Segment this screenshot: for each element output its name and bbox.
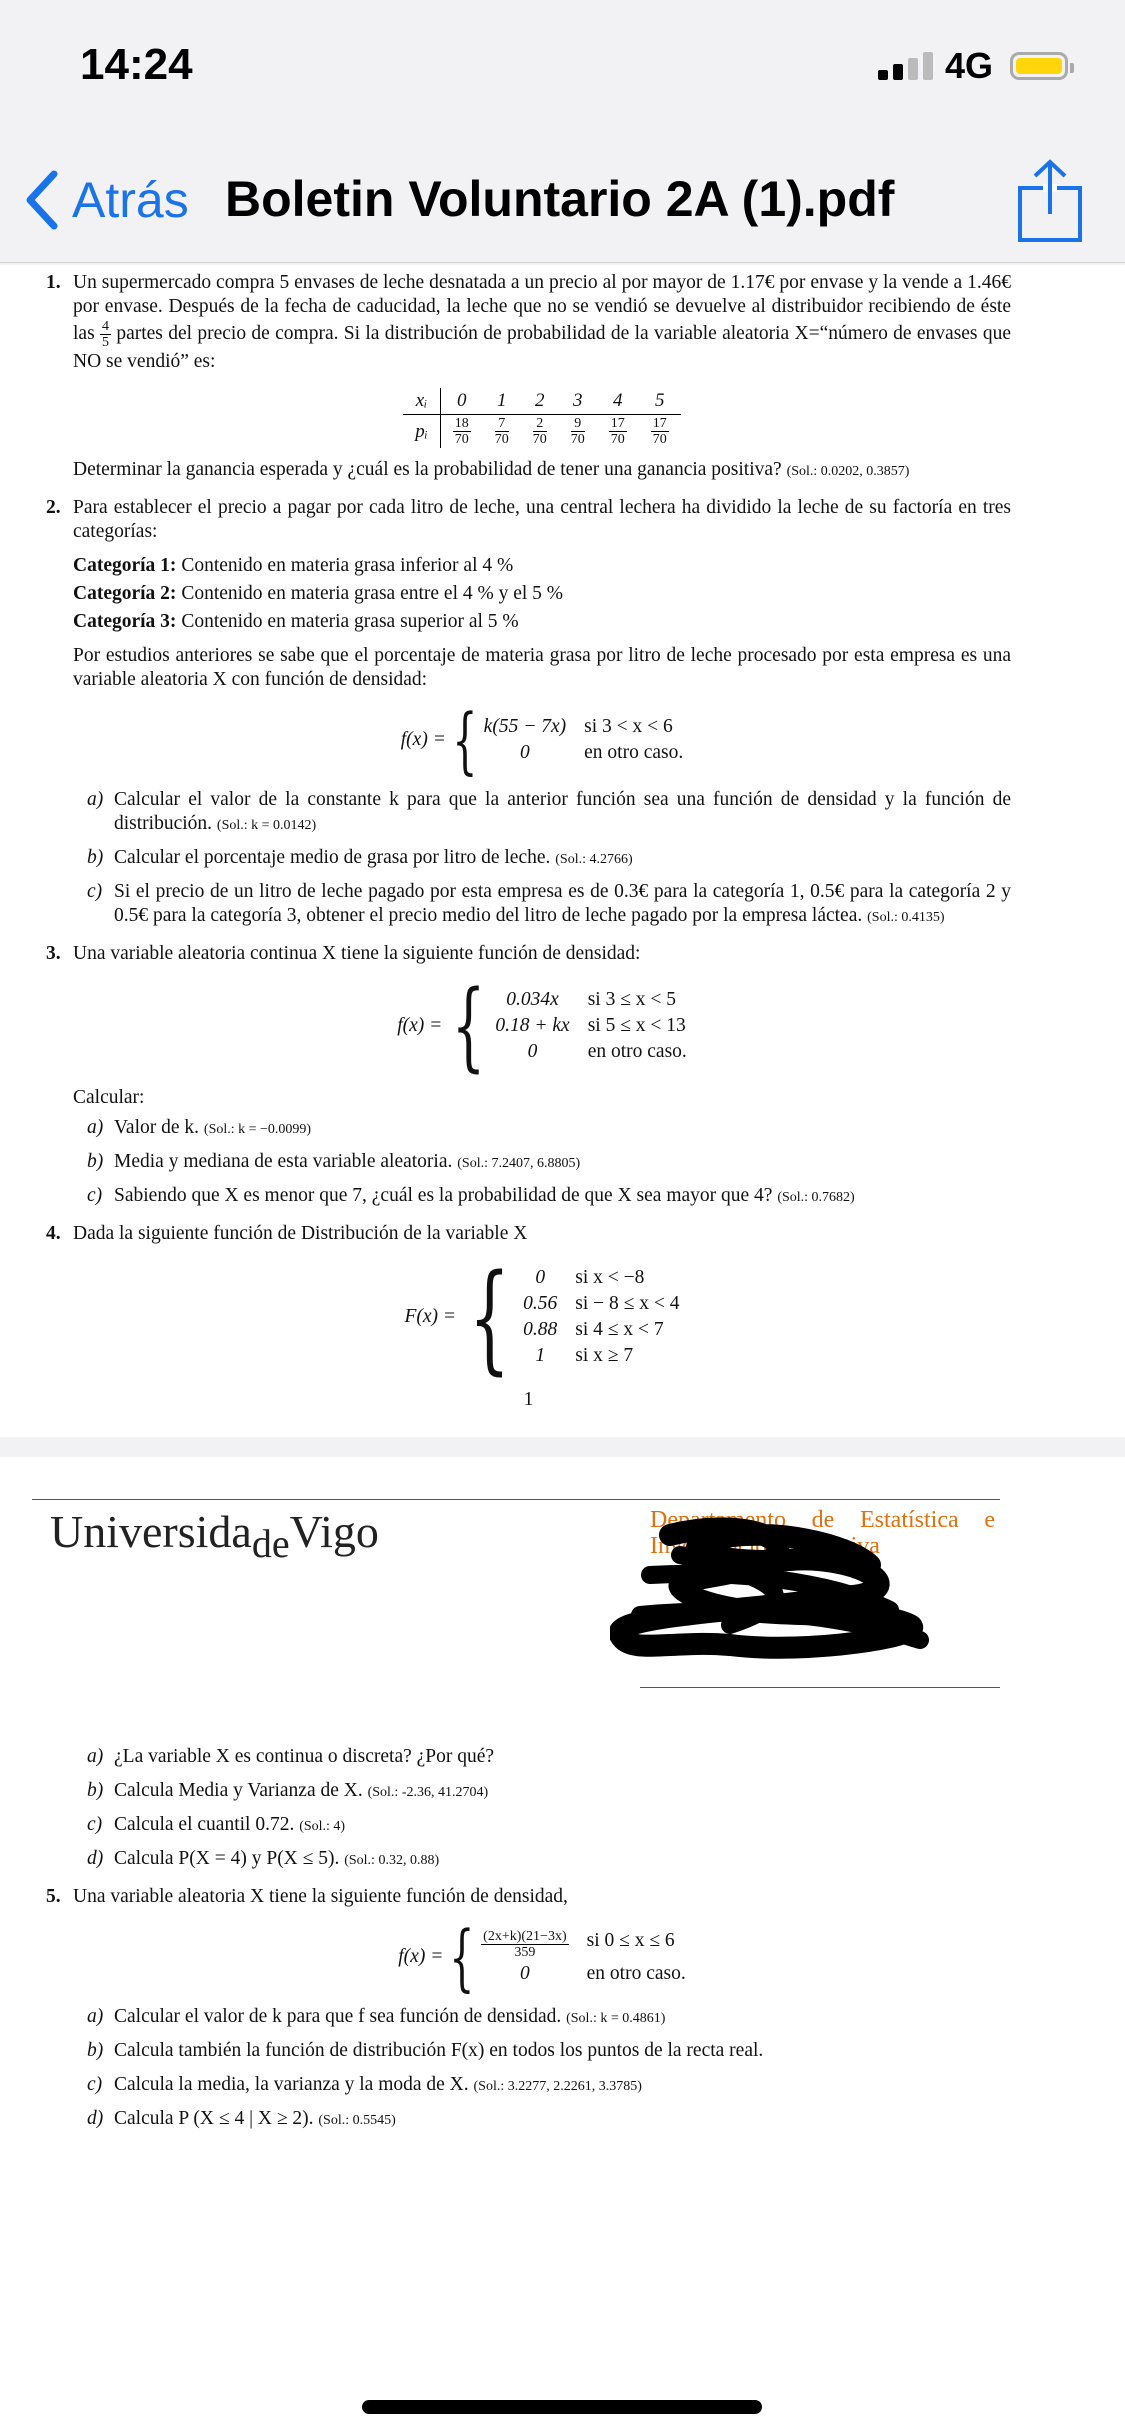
home-indicator[interactable] [362, 2400, 762, 2414]
list-item: c) Si el precio de un litro de leche pagado por esta empresa es de 0.3€ para la categoría 1, 0.5€ para la categoría 2 y 0.5€ para la categoría 3, obtener el precio medio del litro de leche pagado por la empresa láctea. (Sol.: 0.4135) [87, 881, 1011, 926]
list-item: a) Calcular el valor de k para que f sea función de densidad. (Sol.: k = 0.4861) [87, 2006, 666, 2027]
list-item: b) Calcula también la función de distribución F(x) en todos los puntos de la recta real. [87, 2040, 764, 2061]
network-type: 4G [945, 45, 994, 86]
problem-number: 4. [46, 1223, 61, 1244]
list-item: a) Valor de k. (Sol.: k = −0.0099) [87, 1117, 312, 1138]
distribution-formula: F(x) = { 0 si x < −8 0.56 si − 8 ≤ x < 4 0.88 si 4 ≤ x < 7 1 si x ≥ 7 [404, 1248, 680, 1386]
list-item: c) Calcula la media, la varianza y la moda de X. (Sol.: 3.2277, 2.2261, 3.3785) [87, 2074, 642, 2095]
density-formula: f(x) = { 0.034x si 3 ≤ x < 5 0.18 + kx si 5 ≤ x < 13 0 en otro caso. [397, 970, 687, 1082]
header-rule [32, 1499, 1000, 1500]
redaction-scribble [610, 1515, 940, 1665]
header-rule-2 [640, 1687, 1000, 1688]
problem-1 [46, 271, 1011, 484]
problem-text: Una variable aleatoria X tiene la siguiente función de densidad, [73, 1886, 568, 1907]
calc-label: Calcular: [73, 1087, 145, 1108]
subquestion-list [87, 1116, 1011, 1210]
fraction: $\frac{4}{5}$ [102, 319, 109, 350]
problem-text-tail: partes del precio de compra. Si la distribución de probabilidad de la variable aleatoria X=“número de envases que NO se vendió” es: [73, 322, 1011, 372]
department-name: Departamento de Estatística e Investigación Operativa [650, 1507, 995, 1559]
back-label: Atrás [72, 172, 189, 228]
density-formula: f(x) = { $\frac{(2x+k)(21-3x)}{359}$ si 0 ≤ x ≤ 6 0 en otro caso. [398, 1915, 686, 1999]
probability-table: xᵢ 0 1 2 3 4 5 pᵢ $\frac{18}{70}$ $\frac{7}{70}$ $\frac{2}{70}$ $\frac{9}{70}$ $\frac{17}{70}$ $\frac{17}{70}$ [403, 388, 681, 448]
problem-text: Una variable aleatoria continua X tiene la siguiente función de densidad: [73, 943, 641, 964]
problem-3 [46, 942, 1011, 1210]
problem-text-2: Por estudios anteriores se sabe que el porcentaje de materia grasa por litro de leche procesado por esta empresa es una variable aleatoria X con función de densidad: [73, 645, 1011, 690]
list-item: a) ¿La variable X es continua o discreta? ¿Por qué? [87, 1746, 495, 1767]
pdf-page-2 [0, 1457, 1125, 2436]
subquestion-list [87, 788, 1011, 930]
share-icon[interactable] [1015, 158, 1085, 244]
density-formula: f(x) = { k(55 − 7x) si 3 < x < 6 0 en otro caso. [400, 698, 684, 782]
back-button[interactable] [22, 168, 189, 232]
problem-text: Dada la siguiente función de Distribución de la variable X [73, 1223, 528, 1244]
list-item: b) Calcular el porcentaje medio de grasa por litro de leche. (Sol.: 4.2766) [87, 847, 633, 868]
list-item: b) Calcula Media y Varianza de X. (Sol.: -2.36, 41.2704) [87, 1780, 489, 1801]
problem-5 [46, 1885, 1011, 2133]
cellular-signal-icon [878, 52, 933, 80]
page-1-content [46, 271, 1011, 1412]
subquestion-list [87, 2005, 1011, 2133]
pdf-page-1 [0, 265, 1125, 1437]
university-logo: Universida$_{de}$Vigo [50, 1506, 379, 1566]
problem-number: 1. [46, 272, 61, 293]
problem-number: 3. [46, 943, 61, 964]
list-item: d) Calcula P(X = 4) y P(X ≤ 5). (Sol.: 0.32, 0.88) [87, 1848, 440, 1869]
status-bar [0, 0, 1125, 140]
list-item: b) Media y mediana de esta variable aleatoria. (Sol.: 7.2407, 6.8805) [87, 1151, 581, 1172]
category-list: Categoría 1: Contenido en materia grasa inferior al 4 % Categoría 2: Contenido en materia grasa entre el 4 % y el 5 % Categoría 3: Contenido en materia grasa superior al 5 % [73, 555, 564, 632]
list-item: c) Calcula el cuantil 0.72. (Sol.: 4) [87, 1814, 346, 1835]
battery-icon [1010, 52, 1068, 80]
list-item: a) Calcular el valor de la constante k para que la anterior función sea una función de densidad y la función de distribución. (Sol.: k = 0.0142) [87, 789, 1011, 834]
problem-number: 5. [46, 1886, 61, 1907]
chevron-left-icon [22, 168, 62, 232]
document-title: Boletin Voluntario 2A (1).pdf [225, 171, 895, 227]
subquestion-list [87, 1745, 1011, 1873]
problem-number: 2. [46, 497, 61, 518]
list-item: d) Calcula P (X ≤ 4 | X ≥ 2). (Sol.: 0.5545) [87, 2108, 396, 2129]
problem-question: Determinar la ganancia esperada y ¿cuál es la probabilidad de tener una ganancia positiva? (Sol.: 0.0202, 0.3857) [73, 459, 910, 480]
page-2-content [46, 1745, 1011, 2145]
problem-text: Un supermercado compra 5 envases de leche desnatada a un precio al por mayor de 1.17€ por envase y la vende a 1.46€ por envase. Después de la fecha de caducidad, la leche que no se vendió se devuelve al distribuidor recibiendo de éste las [73, 272, 1011, 344]
status-time: 14:24 [80, 40, 193, 89]
navigation-bar [0, 140, 1125, 263]
problem-4 [46, 1222, 1011, 1386]
page-number: 1 [523, 1389, 534, 1410]
list-item: c) Sabiendo que X es menor que 7, ¿cuál es la probabilidad de que X sea mayor que 4? (Sol.: 0.7682) [87, 1185, 855, 1206]
problem-2 [46, 496, 1011, 930]
problem-text: Para establecer el precio a pagar por cada litro de leche, una central lechera ha dividido la leche de su factoría en tres categorías: [73, 497, 1011, 542]
